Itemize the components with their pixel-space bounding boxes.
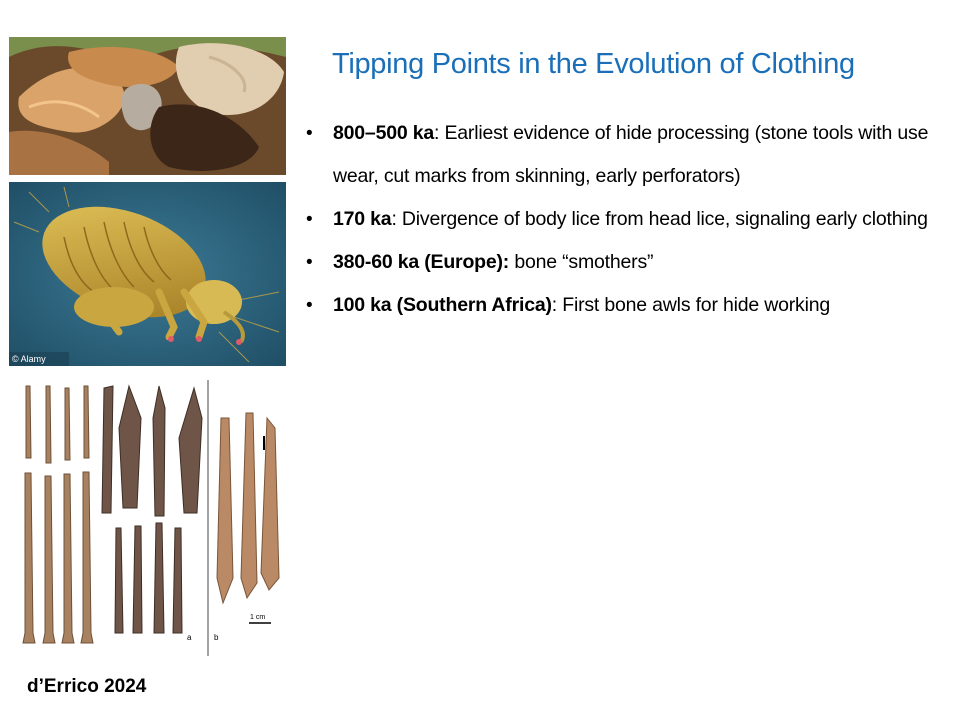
scale-label: 1 cm [250, 614, 266, 621]
panel-b-label: b [214, 633, 219, 642]
bullet-term: 170 ka [333, 208, 392, 230]
panel-a-label: a [187, 633, 192, 642]
bullet-sep: : [391, 208, 397, 230]
slide-title: Tipping Points in the Evolution of Clothing [332, 48, 855, 80]
bullet-item [300, 241, 950, 284]
bullet-item [300, 284, 950, 327]
louse-image [9, 182, 286, 366]
bullet-dot-icon: • [306, 209, 313, 230]
bullet-term: 800–500 ka [333, 122, 435, 144]
bullet-item [300, 112, 950, 198]
bullet-sep: : [434, 122, 440, 144]
bullet-text: Divergence of body lice from head lice, signaling early clothing [396, 208, 928, 230]
bullet-dot-icon: • [306, 252, 313, 273]
furs-image [9, 37, 286, 175]
louse-caption: © Alamy [12, 354, 46, 364]
bullet-term: 100 ka (Southern Africa) [333, 294, 552, 316]
bullet-text: Earliest evidence of hide processing (stone tools with use wear, cut marks from skinning, early perforators) [333, 122, 929, 187]
bullet-item [300, 198, 950, 241]
bone-tools-image [9, 378, 286, 656]
bullet-sep: : [551, 294, 558, 316]
bullet-term: 380-60 ka (Europe): [333, 251, 510, 273]
bullet-text: First bone awls for hide working [557, 294, 831, 316]
bullet-dot-icon: • [306, 123, 313, 144]
bullet-text: bone “smothers” [509, 251, 654, 273]
bullet-dot-icon: • [306, 295, 313, 316]
bullet-list [300, 112, 950, 327]
credit-text: d’Errico 2024 [27, 676, 147, 697]
